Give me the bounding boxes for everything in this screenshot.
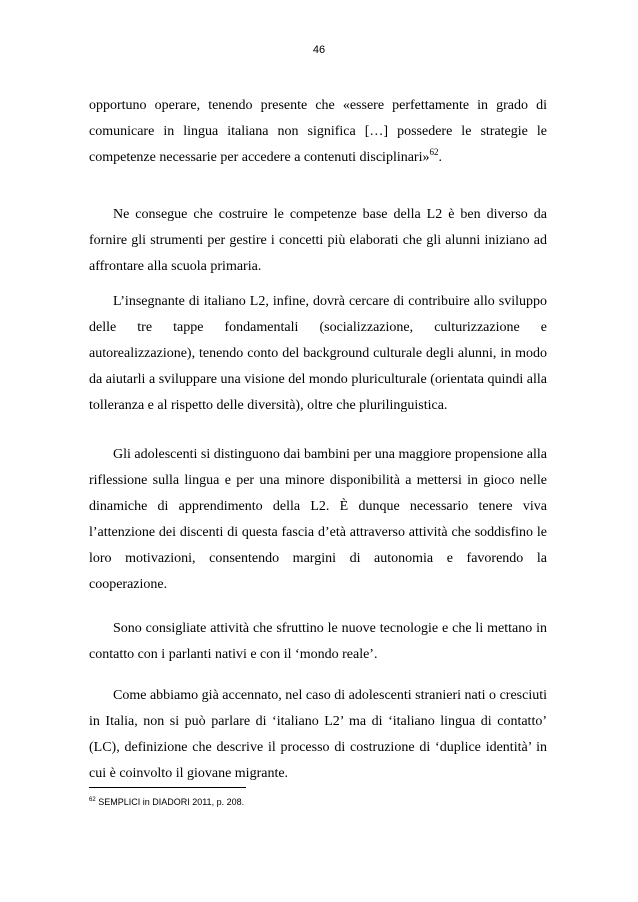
page-number: 46 [312,44,326,56]
footnote-reference: 62 [429,147,439,157]
footnote-separator [89,787,246,788]
footnote [89,796,244,808]
paragraph-6: Come abbiamo già accennato, nel caso di adolescenti stranieri nati o cresciuti in Italia, non si può parlare di ‘italiano L2’ ma di ‘italiano lingua di contatto’ (LC), definizione che descrive il processo di costruzione di ‘duplice identità’ in cui è coinvolto il giovane migrante. [89,688,547,781]
paragraph-3: L’insegnante di italiano L2, infine, dovrà cercare di contribuire allo sviluppo delle tre tappe fondamentali (socializzazione, culturizzazione e autorealizzazione), tenendo conto del background culturale degli alunni, in modo da aiutarli a sviluppare una visione del mondo pluriculturale (orientata quindi alla tolleranza e al rispetto delle diversità), oltre che plurilinguistica. [89,294,547,413]
footnote-text: SEMPLICI in DIADORI 2011, p. 208. [95,797,245,807]
paragraph-1 [89,93,547,171]
footnote-number: 62 [89,797,96,803]
paragraph-4: Gli adolescenti si distinguono dai bambini per una maggiore propensione alla riflessione sulla lingua e per una minore disponibilità a mettersi in gioco nelle dinamiche di apprendimento della L2. È dunque necessario tenere viva l’attenzione dei discenti di questa fascia d’età attraverso attività che soddisfino le loro motivazioni, consentendo margini di autonomia e favorendo la cooperazione. [89,447,547,592]
paragraph-1-end: . [438,150,442,165]
paragraph-5: Sono consigliate attività che sfruttino le nuove tecnologie e che li mettano in contatto con i parlanti nativi e con il ‘mondo reale’. [89,621,547,662]
paragraph-1-text: opportuno operare, tenendo presente che «essere perfettamente in grado di comunicare in lingua italiana non significa […] possedere le strategie le competenze necessarie per accedere a contenuti disciplinari» [89,98,547,165]
paragraph-2: Ne consegue che costruire le competenze base della L2 è ben diverso da fornire gli strumenti per gestire i concetti più elaborati che gli alunni iniziano ad affrontare alla scuola primaria. [89,207,547,274]
